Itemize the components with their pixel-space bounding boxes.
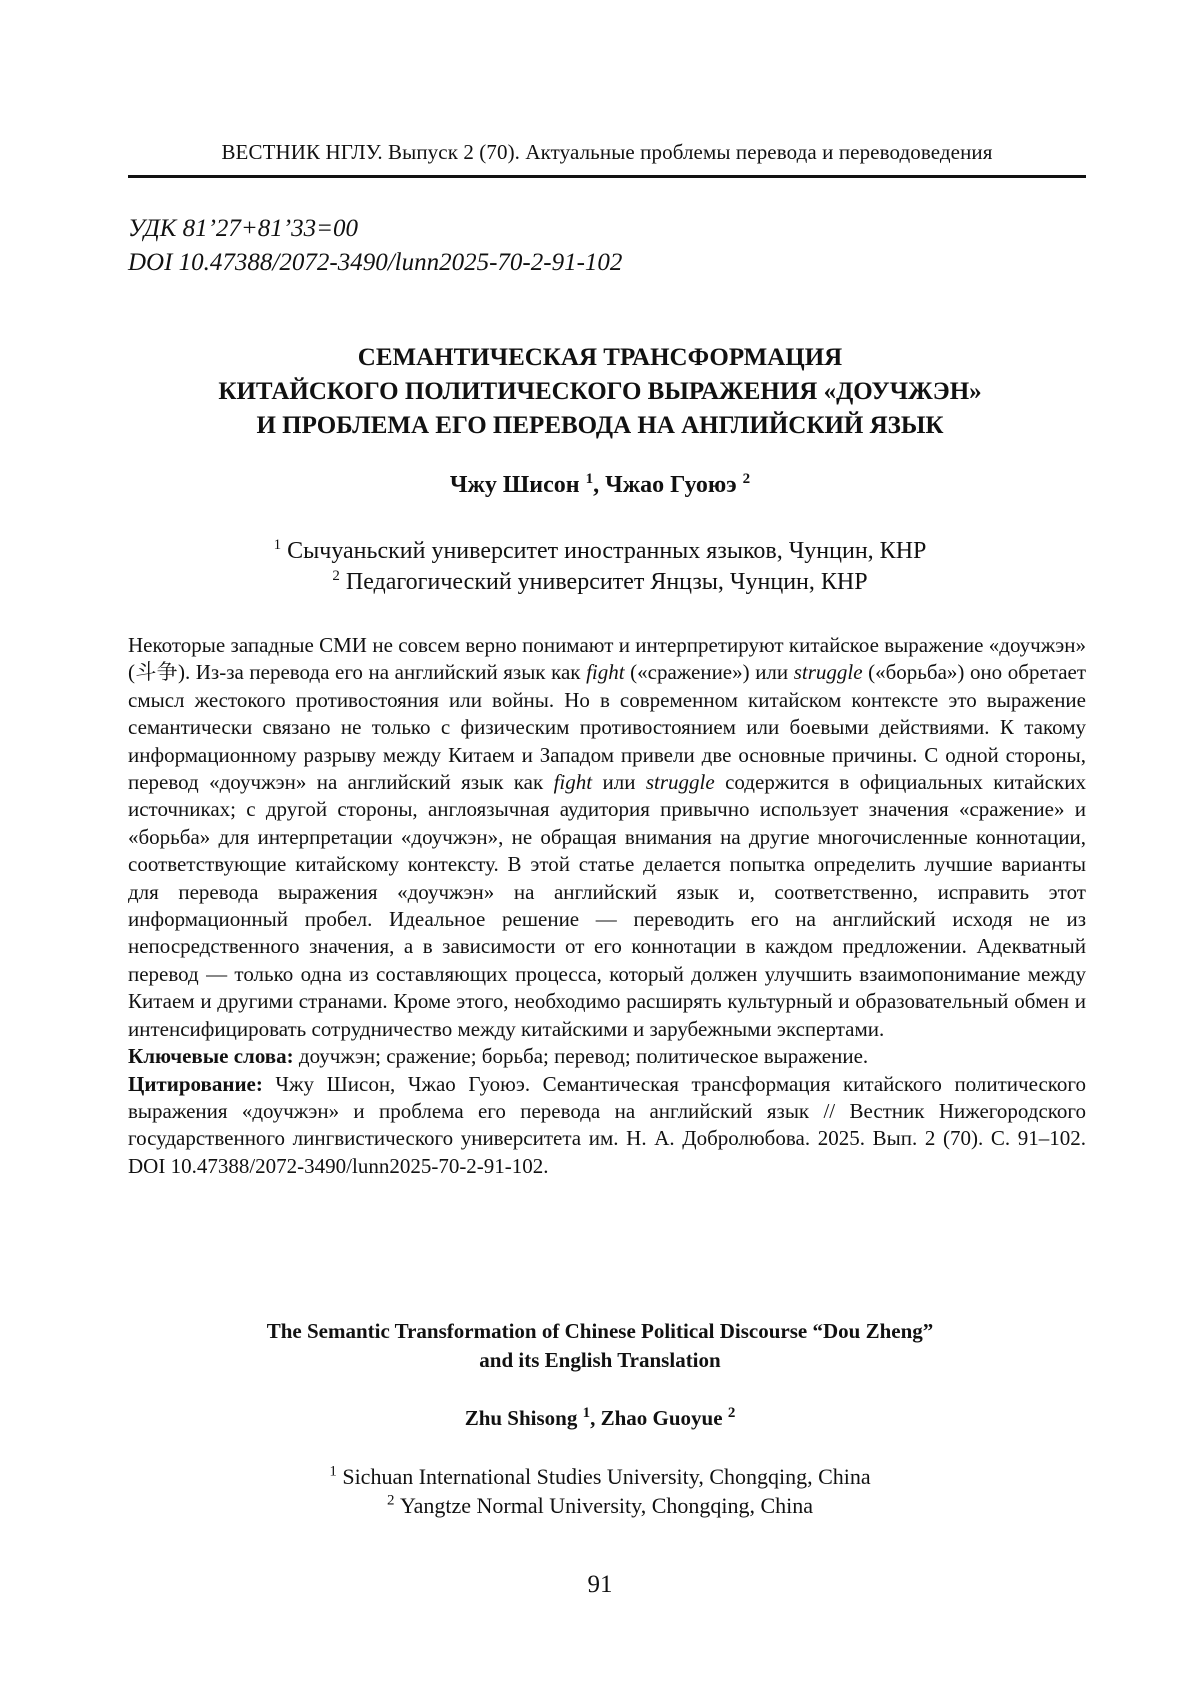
term-struggle: struggle <box>646 770 715 794</box>
author-separator: , <box>590 1406 601 1430</box>
affiliation-sup: 1 <box>274 537 282 553</box>
affiliation <box>100 1462 1100 1491</box>
affiliations-ru <box>100 536 1100 598</box>
affiliation-text: Sichuan International Studies University, Chongqing, China <box>342 1464 870 1489</box>
term-struggle: struggle <box>794 660 863 684</box>
keywords-label: Ключевые слова: <box>128 1044 294 1068</box>
title-line: И ПРОБЛЕМА ЕГО ПЕРЕВОДА НА АНГЛИЙСКИЙ ЯЗЫК <box>100 409 1100 443</box>
affiliation <box>100 1491 1100 1520</box>
abstract-text <box>128 632 1086 1043</box>
citation-text: Чжу Шисон, Чжао Гуоюэ. Семантическая трансформация китайского политического выражения «доучжэн» и проблема его перевода на английский язык // Вестник Нижегородского государственного лингвистического университета им. Н. А. Добролюбова. 2025. Вып. 2 (70). С. 91–102. DOI 10.47388/2072-3490/lunn2025-70-2-91-102. <box>128 1072 1086 1178</box>
title-line: КИТАЙСКОГО ПОЛИТИЧЕСКОГО ВЫРАЖЕНИЯ «ДОУЧЖЭН» <box>100 375 1100 409</box>
title-line: СЕМАНТИЧЕСКАЯ ТРАНСФОРМАЦИЯ <box>100 341 1100 375</box>
affiliations-en <box>100 1462 1100 1520</box>
affiliation <box>100 536 1100 567</box>
page-number: 91 <box>100 1571 1100 1599</box>
running-header: ВЕСТНИК НГЛУ. Выпуск 2 (70). Актуальные проблемы перевода и переводоведения <box>128 140 1086 178</box>
authors-ru <box>100 472 1100 499</box>
author-sup: 2 <box>728 1405 736 1421</box>
article-title-ru <box>100 341 1100 443</box>
authors-en <box>100 1406 1100 1431</box>
doi-code: DOI 10.47388/2072-3490/lunn2025-70-2-91-102 <box>128 246 622 280</box>
affiliation <box>100 567 1100 598</box>
abstract-part: («борьба») оно обретает смысл жестокого противостояния или войны. Но в современном китайском контексте это выражение семантически связано не только с физическим противостоянием или боевыми действиями. К такому информационному разрыву между Китаем и Западом привели две основные причины. С одной стороны, перевод «доучжэн» на английский язык как <box>128 660 1086 794</box>
identifiers <box>128 212 622 280</box>
author-name: Чжу Шисон <box>450 472 580 498</box>
abstract-part: Некоторые западные СМИ не совсем верно понимают и интерпретируют китайское выражение «доучжэн» ( <box>128 633 1086 684</box>
udc-code: УДК 81’27+81’33=00 <box>128 212 622 246</box>
author-sup: 1 <box>586 471 594 487</box>
term-fight: fight <box>586 660 625 684</box>
abstract-part: ). Из-за перевода его на английский язык как <box>178 660 586 684</box>
author-separator: , <box>593 472 605 498</box>
abstract-part: или <box>592 770 646 794</box>
abstract-part: содержится в официальных китайских источниках; с другой стороны, англоязычная аудитория привычно использует значения «сражение» и «борьба» для интерпретации «доучжэн», не обращая внимания на другие многочисленные коннотации, соответствующие китайскому контексту. В этой статье делается попытка определить лучшие варианты для перевода выражения «доучжэн» на английский язык и, соответственно, исправить этот информационный пробел. Идеальное решение — переводить его на английский исходя не из непосредственного значения, а в зависимости от его коннотации в каждом предложении. Адекватный перевод — только одна из составляющих процесса, который должен улучшить взаимопонимание между Китаем и другими странами. Кроме этого, необходимо расширять культурный и образовательный обмен и интенсифицировать сотрудничество между китайскими и зарубежными экспертами. <box>128 770 1086 1041</box>
article-title-en <box>100 1317 1100 1375</box>
keywords-text: доучжэн; сражение; борьба; перевод; политическое выражение. <box>294 1044 869 1068</box>
author-sup: 1 <box>583 1405 591 1421</box>
citation-label: Цитирование: <box>128 1072 263 1096</box>
affiliation-sup: 2 <box>387 1493 395 1509</box>
affiliation-sup: 1 <box>329 1464 337 1480</box>
author-name: Zhao Guoyue <box>601 1406 723 1430</box>
affiliation-text: Yangtze Normal University, Chongqing, China <box>400 1493 813 1518</box>
abstract-block <box>128 632 1086 1180</box>
author-sup: 2 <box>743 471 751 487</box>
author-name: Zhu Shisong <box>465 1406 578 1430</box>
affiliation-text: Педагогический университет Янцзы, Чунцин, КНР <box>346 569 868 595</box>
citation <box>128 1071 1086 1181</box>
abstract-part: («сражение») или <box>625 660 794 684</box>
author-name: Чжао Гуоюэ <box>605 472 736 498</box>
term-fight: fight <box>554 770 593 794</box>
chinese-characters: 斗争 <box>135 660 178 684</box>
affiliation-text: Сычуаньский университет иностранных языков, Чунцин, КНР <box>287 538 926 564</box>
affiliation-sup: 2 <box>332 568 340 584</box>
keywords <box>128 1043 1086 1070</box>
title-line: and its English Translation <box>100 1346 1100 1375</box>
document-page <box>0 0 1200 1698</box>
title-line: The Semantic Transformation of Chinese Political Discourse “Dou Zheng” <box>100 1317 1100 1346</box>
